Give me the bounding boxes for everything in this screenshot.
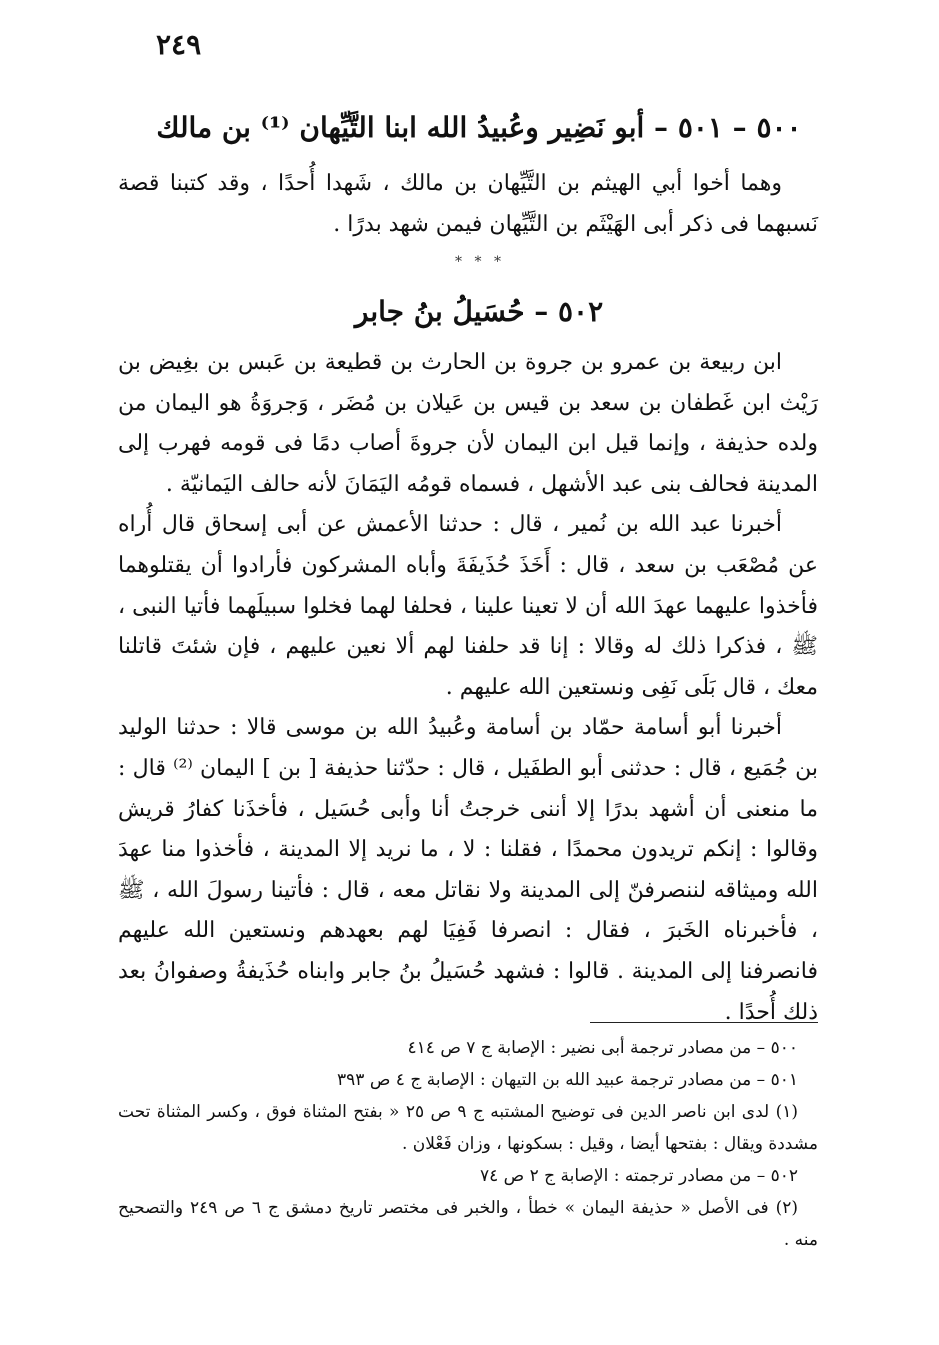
entry-body-500-501 [118, 164, 818, 245]
footnote-divider [590, 1022, 818, 1023]
entry-paragraph: أخبرنا عبد الله بن نُمير ، قال : حدثنا الأعمش عن أبى إسحاق قال أُراه عن مُصْعَب بن سعد ، قال : أَخَذَ حُذَيفَةَ وأباه المشركون فأرادوا أن يقتلوهما فأخذوا عليهما عهدَ الله أن لا تعينا علينا ، فحلفا لهما فخلوا سبيلَهما فأتيا النبى ، ﷺ ، فذكرا ذلك له وقالا : إنا قد حلفنا لهم ألا نعين عليهم ، فإن شئتَ قاتلنا معك ، قال بَلَى نَفِى ونستعين الله عليهم . [118, 512, 818, 700]
footnote: ٥٠١ – من مصادر ترجمة عبيد الله بن التيهان : الإصابة ج ٤ ص ٣٩٣ [337, 1070, 798, 1090]
footnote: ٥٠٢ – من مصادر ترجمته : الإصابة ج ٢ ص ٧٤ [479, 1166, 798, 1186]
entry-title-500-501: ٥٠٠ – ٥٠١ – أبو نَضِير وعُبيدُ الله ابنا التَّيِّهان ⁽¹⁾ بن مالك [156, 111, 802, 144]
entry-paragraph: ابن ربيعة بن عمرو بن جروة بن الحارث بن قطيعة بن عَبس بن بغِيض بن رَيْث ابن غَطفان بن سعد بن قيس بن عَيلان بن مُضَر ، وَجروَةُ هو اليمان من ولده حذيفة ، وإنما قيل ابن اليمان لأن جروةَ أصاب دمًا فى قومه فهرب إلى المدينة فحالف بنى عبد الأشهل ، فسماه قومُه اليَمَانَ لأنه حالف اليَمانيّة . [118, 350, 818, 497]
footnote: (٢) فى الأصل « حذيفة اليمان » خطأ ، والخبر فى مختصر تاريخ دمشق ج ٦ ص ٢٤٩ والتصحيح منه . [118, 1198, 818, 1250]
entry-title-502: ٥٠٢ – حُسَيلُ بنُ جابر [354, 295, 604, 328]
entry-body-502 [118, 343, 818, 1033]
entry-paragraph: وهما أخوا أبي الهيثم بن التَّيِّهان بن مالك ، شَهدا أُحدًا ، وقد كتبنا قصة نَسبهما فى ذكر أبى الهَيْثَم بن التَّيِّهان فيمن شهد بدرًا . [118, 171, 818, 237]
footnote: ٥٠٠ – من مصادر ترجمة أبى نضير : الإصابة ج ٧ ص ٤١٤ [407, 1038, 798, 1058]
page-number: ٢٤٩ [156, 28, 202, 61]
footnote: (١) لدى ابن ناصر الدين فى توضيح المشتبه ج ٩ ص ٢٥ « بفتح المثناة فوق ، وكسر المثناة تحت مشددة ويقال : بفتحها أيضا ، وقيل : بسكونها ، وزان فَعْلان . [118, 1102, 818, 1154]
footnotes [118, 1032, 818, 1256]
section-separator: * * * [455, 254, 505, 270]
entry-paragraph: أخبرنا أبو أسامة حمّاد بن أسامة وعُبيدُ الله بن موسى قالا : حدثنا الوليد بن جُمَيع ، قال : حدثنى أبو الطفَيل ، قال : حدّثنا حذيفة [ بن ] اليمان ⁽²⁾ قال : ما منعنى أن أشهد بدرًا إلا أننى خرجتُ أنا وأبى حُسَيل ، فأخذَنا كفارُ قريش وقالوا : إنكم تريدون محمدًا ، فقلنا : لا ، ما نريد إلا المدينة ، فأخذوا منا عهدَ الله وميثاقه لننصرفنّ إلى المدينة ولا نقاتل معه ، قال : فأتينا رسولَ الله ، ﷺ ، فأخبرناه الخَبرَ ، فقال : انصرفا فَفِيَا لهم بعهدهم ونستعين الله عليهم فانصرفنا إلى المدينة . قالوا : فشهد حُسَيلُ بنُ جابر وابناه حُذَيفةُ وصفوانُ بعد ذلك أُحدًا . [118, 715, 818, 1025]
